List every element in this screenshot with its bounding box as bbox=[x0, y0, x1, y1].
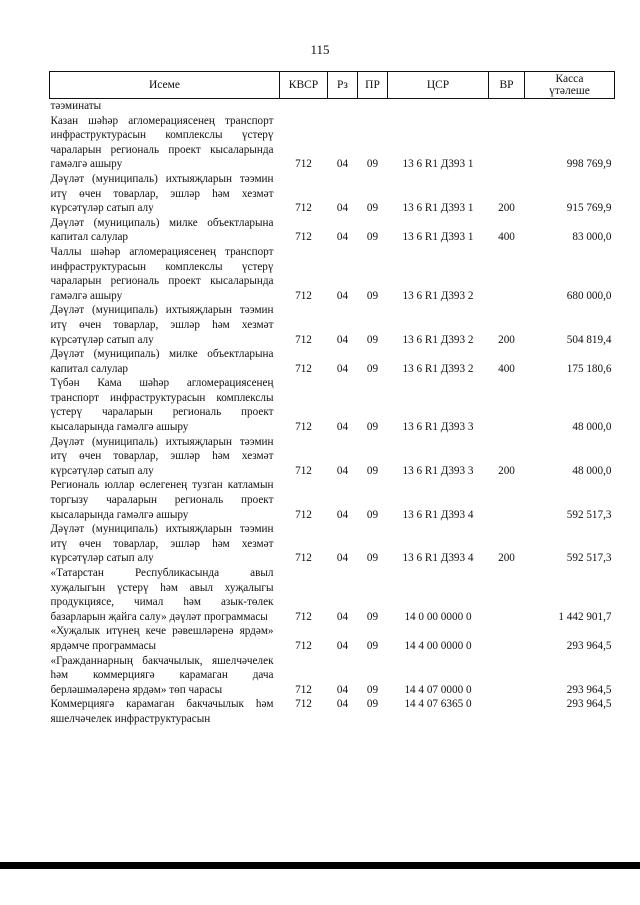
cell-pr: 09 bbox=[366, 610, 379, 623]
cell-vr: 400 bbox=[498, 362, 515, 375]
cell-vr bbox=[489, 654, 525, 698]
cell-rz: 04 bbox=[336, 683, 349, 696]
cell-name: «Татарстан Республикасында авыл хуҗалыгын үстерү һәм авыл хуҗалыгы продукциясе, чимал һәм азык-төлек базарларын җайга салу» дәүләт программасы bbox=[50, 567, 274, 623]
table-row bbox=[50, 566, 615, 624]
cell-vr: 200 bbox=[498, 202, 515, 215]
cell-csr: 13 6 R1 Д393 2 bbox=[402, 333, 474, 346]
cell-kassa: 293 964,5 bbox=[566, 639, 612, 652]
cell-rz: 04 bbox=[336, 158, 349, 171]
cell-kvsr: 712 bbox=[295, 362, 312, 375]
cell-rz: 04 bbox=[336, 289, 349, 302]
cell-kassa: 504 819,4 bbox=[566, 333, 612, 346]
cell-kvsr: 712 bbox=[295, 421, 312, 434]
table-row bbox=[50, 624, 615, 653]
cell-kassa: 915 769,9 bbox=[566, 202, 612, 215]
cell-rz: 04 bbox=[336, 552, 349, 565]
cell-csr: 13 6 R1 Д393 1 bbox=[402, 202, 474, 215]
cell-pr: 09 bbox=[366, 698, 379, 711]
cell-pr: 09 bbox=[366, 362, 379, 375]
cell-name: Чаллы шәһәр агломерациясенең транспорт инфраструктурасын комплекслы үстерү чараларын региональ проект кысаларында гамәлгә ашыру bbox=[50, 245, 274, 302]
cell-kvsr: 712 bbox=[295, 508, 312, 521]
cell-vr: 200 bbox=[498, 552, 515, 565]
cell-pr bbox=[358, 99, 388, 114]
cell-rz: 04 bbox=[336, 333, 349, 346]
cell-kassa: 592 517,3 bbox=[566, 552, 612, 565]
cell-rz: 04 bbox=[336, 231, 349, 244]
table-row bbox=[50, 697, 615, 726]
budget-table bbox=[49, 71, 615, 727]
cell-rz: 04 bbox=[336, 362, 349, 375]
table-row bbox=[50, 216, 615, 245]
header-csr: ЦСР bbox=[388, 72, 489, 99]
cell-kvsr bbox=[280, 99, 328, 114]
cell-vr: 400 bbox=[498, 231, 515, 244]
cell-kassa: 48 000,0 bbox=[572, 464, 612, 477]
cell-rz: 04 bbox=[336, 202, 349, 215]
table-row bbox=[50, 99, 615, 114]
cell-pr: 09 bbox=[366, 639, 379, 652]
header-name: Исеме bbox=[50, 72, 280, 99]
table-row bbox=[50, 654, 615, 698]
cell-pr: 09 bbox=[366, 231, 379, 244]
cell-name: Дәүләт (муниципаль) милке объектларына капитал салулар bbox=[50, 348, 274, 375]
cell-name: Түбән Кама шәһәр агломерациясенең транспорт инфраструктурасын комплекслы үстерү чараларын региональ проект кысаларында гамәлгә ашыру bbox=[50, 377, 274, 434]
table-row bbox=[50, 522, 615, 566]
header-kassa-line2: үтәлеше bbox=[549, 85, 590, 97]
cell-name: Дәүләт (муниципаль) ихтыяҗларын тәэмин итү өчен товарлар, эшләр һәм хезмәт күрсәтүләр сатып алу bbox=[50, 304, 274, 346]
table-row bbox=[50, 245, 615, 303]
cell-kassa: 592 517,3 bbox=[566, 508, 612, 521]
cell-vr bbox=[489, 624, 525, 653]
cell-csr: 14 0 00 0000 0 bbox=[404, 610, 472, 623]
table-header-row bbox=[50, 72, 615, 99]
cell-kvsr: 712 bbox=[295, 333, 312, 346]
cell-kvsr: 712 bbox=[295, 639, 312, 652]
cell-kassa bbox=[525, 99, 615, 114]
cell-rz: 04 bbox=[336, 639, 349, 652]
table-row bbox=[50, 376, 615, 434]
cell-pr: 09 bbox=[366, 289, 379, 302]
cell-pr: 09 bbox=[366, 158, 379, 171]
cell-kassa: 175 180,6 bbox=[566, 362, 612, 375]
bottom-border-bar bbox=[0, 862, 640, 869]
cell-vr bbox=[489, 566, 525, 624]
table-row bbox=[50, 347, 615, 376]
cell-vr: 200 bbox=[498, 464, 515, 477]
header-rz: Рз bbox=[328, 72, 358, 99]
cell-kvsr: 712 bbox=[295, 231, 312, 244]
cell-pr: 09 bbox=[366, 333, 379, 346]
cell-kvsr: 712 bbox=[295, 289, 312, 302]
table-row bbox=[50, 303, 615, 347]
table-row bbox=[50, 478, 615, 522]
cell-kvsr: 712 bbox=[295, 683, 312, 696]
cell-kassa: 48 000,0 bbox=[572, 421, 612, 434]
cell-name: «Хуҗалык итүнең кече рәвешләренә ярдәм» ярдәмче программасы bbox=[50, 625, 274, 652]
cell-csr: 13 6 R1 Д393 4 bbox=[402, 552, 474, 565]
cell-csr: 14 4 07 0000 0 bbox=[404, 683, 472, 696]
cell-name: Дәүләт (муниципаль) ихтыяҗларын тәэмин итү өчен товарлар, эшләр һәм хезмәт күрсәтүләр сатып алу bbox=[50, 435, 274, 477]
cell-pr: 09 bbox=[366, 683, 379, 696]
header-kassa-line1: Касса bbox=[555, 73, 584, 85]
cell-rz bbox=[328, 99, 358, 114]
table-row bbox=[50, 435, 615, 479]
cell-kvsr: 712 bbox=[295, 698, 312, 711]
cell-kvsr: 712 bbox=[295, 158, 312, 171]
cell-kassa: 293 964,5 bbox=[566, 698, 612, 711]
header-kassa bbox=[525, 72, 615, 99]
cell-name: Коммерциягә карамаган бакчачылык һәм яшелчәчелек инфраструктурасын bbox=[50, 698, 274, 725]
header-pr: ПР bbox=[358, 72, 388, 99]
cell-kassa: 83 000,0 bbox=[572, 231, 612, 244]
cell-kvsr: 712 bbox=[295, 202, 312, 215]
table-row bbox=[50, 172, 615, 216]
cell-vr bbox=[489, 478, 525, 522]
cell-pr: 09 bbox=[366, 202, 379, 215]
cell-name: Казан шәһәр агломерациясенең транспорт инфраструктурасын комплекслы үстерү чараларын региональ проект кысаларында гамәлгә ашыру bbox=[50, 114, 274, 171]
cell-kassa: 998 769,9 bbox=[566, 158, 612, 171]
cell-vr bbox=[489, 376, 525, 434]
cell-rz: 04 bbox=[336, 610, 349, 623]
cell-vr: 200 bbox=[498, 333, 515, 346]
cell-csr: 13 6 R1 Д393 3 bbox=[402, 421, 474, 434]
cell-vr bbox=[489, 99, 525, 114]
cell-csr: 13 6 R1 Д393 1 bbox=[402, 231, 474, 244]
cell-pr: 09 bbox=[366, 508, 379, 521]
cell-name: Дәүләт (муниципаль) ихтыяҗларын тәэмин итү өчен товарлар, эшләр һәм хезмәт күрсәтүләр сатып алу bbox=[50, 172, 274, 215]
header-kvsr: КВСР bbox=[280, 72, 328, 99]
cell-csr: 13 6 R1 Д393 3 bbox=[402, 464, 474, 477]
cell-csr: 13 6 R1 Д393 2 bbox=[402, 362, 474, 375]
cell-kvsr: 712 bbox=[295, 552, 312, 565]
cell-csr: 13 6 R1 Д393 4 bbox=[402, 508, 474, 521]
cell-rz: 04 bbox=[336, 464, 349, 477]
table-row bbox=[50, 114, 615, 172]
cell-pr: 09 bbox=[366, 552, 379, 565]
cell-rz: 04 bbox=[336, 508, 349, 521]
cell-name: Дәүләт (муниципаль) ихтыяҗларын тәэмин итү өчен товарлар, эшләр һәм хезмәт күрсәтүләр сатып алу bbox=[50, 523, 274, 565]
cell-name: Дәүләт (муниципаль) милке объектларына капитал салулар bbox=[50, 216, 274, 244]
header-vr: ВР bbox=[489, 72, 525, 99]
cell-kassa: 1 442 901,7 bbox=[558, 610, 612, 623]
cell-vr bbox=[489, 697, 525, 726]
cell-pr: 09 bbox=[366, 421, 379, 434]
cell-name: «Гражданнарның бакчачылык, яшелчәчелек һәм коммерциягә карамаган дача берләшмәләренә ярдәм» төп чарасы bbox=[50, 654, 274, 696]
cell-kvsr: 712 bbox=[295, 464, 312, 477]
cell-csr: 13 6 R1 Д393 2 bbox=[402, 289, 474, 302]
cell-kvsr: 712 bbox=[295, 610, 312, 623]
cell-vr bbox=[489, 114, 525, 172]
cell-name: Региональ юллар өслегенең тузган катламын торгызу чараларын региональ проект кысаларында гамәлгә ашыру bbox=[50, 479, 274, 521]
page-number: 115 bbox=[310, 42, 330, 57]
cell-csr: 14 4 00 0000 0 bbox=[404, 639, 472, 652]
cell-csr: 14 4 07 6365 0 bbox=[404, 698, 472, 711]
cell-csr bbox=[388, 99, 489, 114]
table-body bbox=[50, 99, 615, 727]
cell-name: тәэминаты bbox=[50, 100, 102, 112]
cell-csr: 13 6 R1 Д393 1 bbox=[402, 158, 474, 171]
cell-kassa: 680 000,0 bbox=[566, 289, 612, 302]
cell-rz: 04 bbox=[336, 421, 349, 434]
cell-kassa: 293 964,5 bbox=[566, 683, 612, 696]
cell-rz: 04 bbox=[336, 698, 349, 711]
cell-pr: 09 bbox=[366, 464, 379, 477]
cell-vr bbox=[489, 245, 525, 303]
